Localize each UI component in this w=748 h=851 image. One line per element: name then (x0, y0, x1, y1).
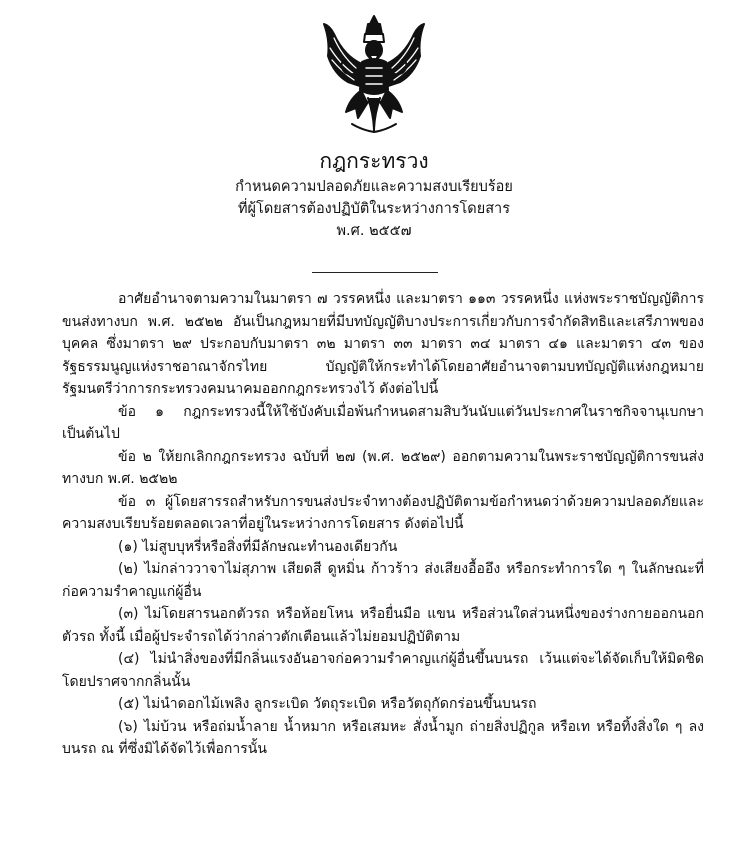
preamble-paragraph: อาศัยอำนาจตามความในมาตรา ๗ วรรคหนึ่ง และมาตรา ๑๑๓ วรรคหนึ่ง แห่งพระราชบัญญัติการขนส่งทางบก พ.ศ. ๒๕๒๒ อันเป็นกฎหมายที่มีบทบัญญัติบางประการเกี่ยวกับการจำกัดสิทธิและเสรีภาพของบุคคล ซึ่งมาตรา ๒๙ ประกอบกับมาตรา ๓๒ มาตรา ๓๓ มาตรา ๓๔ มาตรา ๔๑ และมาตรา ๔๓ ของรัฐธรรมนูญแห่งราชอาณาจักรไทย บัญญัติให้กระทำได้โดยอาศัยอำนาจตามบทบัญญัติแห่งกฎหมาย รัฐมนตรีว่าการกระทรวงคมนาคมออกกฎกระทรวงไว้ ดังต่อไปนี้ (62, 291, 704, 397)
clause-3-item-6: (๖) ไม่บ้วน หรือถ่มน้ำลาย น้ำหมาก หรือเสมหะ สั่งน้ำมูก ถ่ายสิ่งปฏิกูล หรือเท หรือทิ้งสิ่งใด ๆ ลงบนรถ ณ ที่ซึ่งมิได้จัดไว้เพื่อการนั้น (62, 718, 704, 757)
document-subtitle-line-1: กำหนดความปลอดภัยและความสงบเรียบร้อย (235, 179, 513, 195)
clause-3: ข้อ ๓ ผู้โดยสารรถสำหรับการขนส่งประจำทางต้องปฏิบัติตามข้อกำหนดว่าด้วยความปลอดภัยและความสงบเรียบร้อยตลอดเวลาที่อยู่ในระหว่างการโดยสาร ดังต่อไปนี้ (62, 493, 704, 532)
clause-2: ข้อ ๒ ให้ยกเลิกกฎกระทรวง ฉบับที่ ๒๗ (พ.ศ. ๒๕๒๙) ออกตามความในพระราชบัญญัติการขนส่งทางบก พ.ศ. ๒๕๒๒ (62, 448, 704, 487)
clause-1: ข้อ ๑ กฎกระทรวงนี้ให้ใช้บังคับเมื่อพ้นกำหนดสามสิบวันนับแต่วันประกาศในราชกิจจานุเบกษาเป็นต้นไป (62, 403, 704, 442)
title-divider (312, 272, 438, 273)
clause-3-item-1: (๑) ไม่สูบบุหรี่หรือสิ่งที่มีลักษณะทำนองเดียวกัน (118, 538, 398, 555)
document-body (62, 288, 704, 761)
clause-3-item-2: (๒) ไม่กล่าววาจาไม่สุภาพ เสียดสี ดูหมิ่น ก้าวร้าว ส่งเสียงอื้ออึง หรือกระทำการใด ๆ ในลักษณะที่ก่อความรำคาญแก่ผู้อื่น (62, 561, 704, 600)
document-subtitle-line-2: ที่ผู้โดยสารต้องปฏิบัติในระหว่างการโดยสาร (238, 201, 510, 217)
clause-3-item-4: (๔) ไม่นำสิ่งของที่มีกลิ่นแรงอันอาจก่อความรำคาญแก่ผู้อื่นขึ้นบนรถ เว้นแต่จะได้จัดเก็บให้มิดชิดโดยปราศจากกลิ่นนั้น (62, 651, 704, 690)
garuda-emblem (312, 12, 436, 136)
document-year: พ.ศ. ๒๕๕๗ (336, 223, 412, 239)
document-header (0, 146, 748, 242)
document-title: กฎกระทรวง (319, 149, 429, 173)
clause-3-item-3: (๓) ไม่โดยสารนอกตัวรถ หรือห้อยโหน หรือยื่นมือ แขน หรือส่วนใดส่วนหนึ่งของร่างกายออกนอกตัวรถ ทั้งนี้ เมื่อผู้ประจำรถได้ว่ากล่าวตักเตือนแล้วไม่ยอมปฏิบัติตาม (62, 606, 704, 645)
clause-3-item-5: (๕) ไม่นำดอกไม้เพลิง ลูกระเบิด วัตถุระเบิด หรือวัตถุกัดกร่อนขึ้นบนรถ (118, 696, 537, 712)
